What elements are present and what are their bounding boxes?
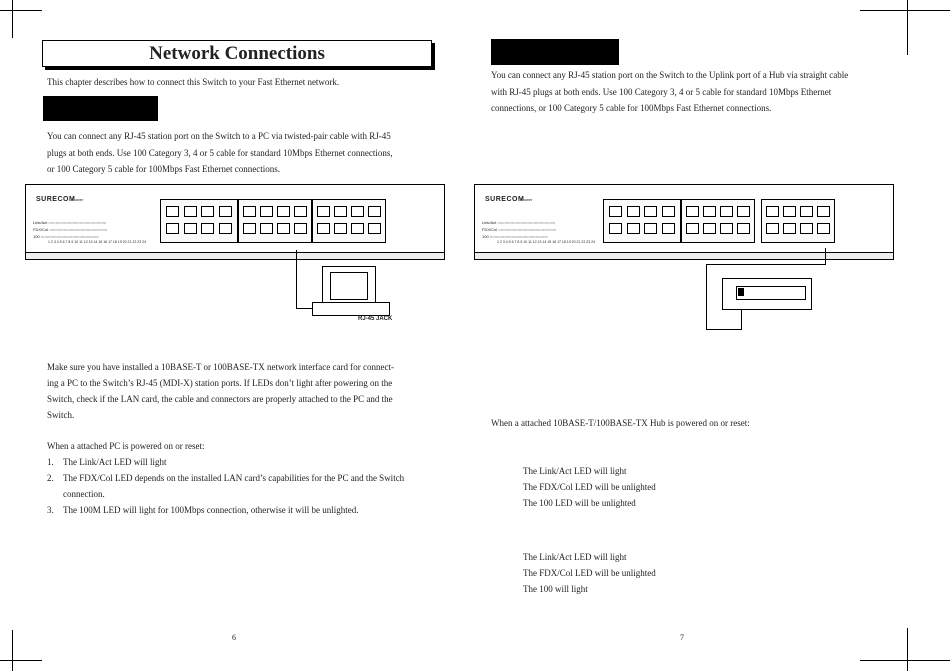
switch-base [475, 252, 893, 259]
led-row-100: 100 ○○○○○○○○○○○○○○○○○○○○○○○○ [482, 234, 548, 239]
rj45-port [334, 223, 347, 234]
port-numbers: 1 2 3 4 5 6 7 8 9 10 11 12 13 14 15 16 17 18 19 20 21 22 23 24 [48, 240, 147, 244]
port-group-2 [681, 199, 755, 243]
rj45-port [662, 206, 675, 217]
left-para2-line2: ing a PC to the Switch’s RJ-45 (MDI-X) station ports. If LEDs don’t light after powering on the [47, 378, 393, 388]
led-row-100: 100 ○○○○○○○○○○○○○○○○○○○○○○○○ [33, 234, 99, 239]
led-row-link: Link/Act ○○○○○○○○○○○○○○○○○○○○○○○○ [482, 220, 556, 225]
led-label-fdx: FDX/Col [33, 227, 49, 232]
list-num-3: 3. [47, 505, 54, 515]
list-item-3: The 100M LED will light for 100Mbps connection, otherwise it will be unlighted. [63, 505, 359, 515]
rj45-port [201, 223, 214, 234]
group1-line1: The Link/Act LED will light [523, 466, 627, 476]
rj45-port [277, 206, 290, 217]
rj45-port [766, 223, 779, 234]
rj45-port [184, 223, 197, 234]
rj45-port [294, 206, 307, 217]
crop-mark [0, 660, 42, 661]
rj45-port [609, 223, 622, 234]
led-row-link: Link/Act ○○○○○○○○○○○○○○○○○○○○○○○○ [33, 220, 107, 225]
lan-card [312, 302, 390, 316]
rj45-port [766, 206, 779, 217]
list-num-2: 2. [47, 473, 54, 483]
right-para1-line2: with RJ-45 plugs at both ends. Use 100 Category 3, 4 or 5 cable for standard 10Mbps Ethernet [491, 87, 832, 97]
switch-diagram [25, 184, 445, 260]
rj45-port [317, 206, 330, 217]
crop-mark [12, 630, 13, 671]
led-label-link: Link/Act [33, 220, 48, 225]
rj45-jack-label: RJ-45 JACK [358, 316, 393, 322]
cable-right-bottom [706, 329, 742, 330]
rj45-port [783, 206, 796, 217]
cable-right-top [706, 264, 826, 265]
hub-port-panel [736, 286, 806, 300]
page-number-right: 7 [680, 633, 684, 642]
rj45-port [219, 223, 232, 234]
rj45-port [334, 206, 347, 217]
crop-mark [907, 0, 908, 55]
led-label-100: 100 [482, 234, 489, 239]
list-num-1: 1. [47, 457, 54, 467]
group2-line2: The FDX/Col LED will be unlighted [523, 568, 656, 578]
switch-base [26, 252, 444, 259]
rj45-port [644, 206, 657, 217]
rj45-port [317, 223, 330, 234]
group1-line2: The FDX/Col LED will be unlighted [523, 482, 656, 492]
left-para2-line3: Switch, check if the LAN card, the cable and connectors are properly attached to the PC and the [47, 394, 393, 404]
rj45-port [277, 223, 290, 234]
rj45-port [609, 206, 622, 217]
rj45-port [294, 223, 307, 234]
led-label-100: 100 [33, 234, 40, 239]
power-label: Power [72, 197, 84, 202]
switch-diagram-right [474, 184, 894, 260]
port-group-2 [238, 199, 312, 243]
crop-mark [860, 10, 950, 11]
rj45-port [686, 223, 699, 234]
list-item-1: The Link/Act LED will light [63, 457, 167, 467]
rj45-port [351, 223, 364, 234]
rj45-port [368, 223, 381, 234]
power-label: Power [521, 197, 533, 202]
left-para1-line2: plugs at both ends. Use 100 Category 3, 4 or 5 cable for standard 10Mbps Ethernet connections, [47, 148, 393, 158]
powered-on-text: When a attached PC is powered on or reset: [47, 441, 205, 451]
led-row-fdx: FDX/Col ○○○○○○○○○○○○○○○○○○○○○○○○ [33, 227, 108, 232]
switch-brand: SURECOM [36, 196, 76, 203]
group2-line1: The Link/Act LED will light [523, 552, 627, 562]
led-label-fdx: FDX/Col [482, 227, 498, 232]
rj45-port [737, 206, 750, 217]
section-heading-bar [43, 96, 158, 121]
rj45-port [201, 206, 214, 217]
port-group-3 [761, 199, 835, 243]
rj45-port [662, 223, 675, 234]
left-para2-line1: Make sure you have installed a 10BASE-T or 100BASE-TX network interface card for connect- [47, 362, 394, 372]
hub-uplink-port [738, 288, 744, 296]
group1-line3: The 100 LED will be unlighted [523, 498, 636, 508]
rj45-port [184, 206, 197, 217]
page-title [42, 40, 432, 67]
right-para1-line3: connections, or 100 Category 5 cable for 100Mbps Fast Ethernet connections. [491, 103, 772, 113]
rj45-port [817, 206, 830, 217]
hub-powered-text: When a attached 10BASE-T/100BASE-TX Hub is powered on or reset: [491, 418, 750, 428]
port-group-3 [312, 199, 386, 243]
rj45-port [260, 206, 273, 217]
crop-mark [860, 660, 950, 661]
rj45-port [720, 223, 733, 234]
list-item-2-cont: connection. [63, 489, 105, 499]
list-item-2: The FDX/Col LED depends on the installed LAN card’s capabilities for the PC and the Switch [63, 473, 405, 483]
led-label-link: Link/Act [482, 220, 497, 225]
page-title-text: Network Connections [149, 43, 325, 64]
cable-right-left [706, 264, 707, 330]
rj45-port [783, 223, 796, 234]
rj45-port [800, 206, 813, 217]
rj45-port [703, 223, 716, 234]
rj45-port [260, 223, 273, 234]
rj45-port [737, 223, 750, 234]
cable-right-down [825, 248, 826, 265]
rj45-port [243, 223, 256, 234]
left-para1-line3: or 100 Category 5 cable for 100Mbps Fast Ethernet connections. [47, 164, 280, 174]
led-row-fdx: FDX/Col ○○○○○○○○○○○○○○○○○○○○○○○○ [482, 227, 557, 232]
rj45-port [368, 206, 381, 217]
rj45-port [351, 206, 364, 217]
crop-mark [907, 628, 908, 671]
port-group-1 [160, 199, 238, 243]
rj45-port [644, 223, 657, 234]
crop-mark [0, 10, 42, 11]
rj45-port [627, 206, 640, 217]
rj45-port [703, 206, 716, 217]
rj45-port [166, 223, 179, 234]
right-para1-line1: You can connect any RJ-45 station port on the Switch to the Uplink port of a Hub via straight cable [491, 70, 849, 80]
rj45-port [800, 223, 813, 234]
rj45-port [817, 223, 830, 234]
switch-brand: SURECOM [485, 196, 525, 203]
rj45-port [720, 206, 733, 217]
rj45-port [243, 206, 256, 217]
section-heading-bar-right [491, 39, 619, 65]
rj45-port [686, 206, 699, 217]
port-numbers: 1 2 3 4 5 6 7 8 9 10 11 12 13 14 15 16 17 18 19 20 21 22 23 24 [497, 240, 596, 244]
page-number-left: 6 [232, 633, 236, 642]
left-para2-line4: Switch. [47, 410, 75, 420]
crop-mark [12, 0, 13, 38]
group2-line3: The 100 will light [523, 584, 588, 594]
left-para1-line1: You can connect any RJ-45 station port on the Switch to a PC via twisted-pair cable with RJ-45 [47, 131, 391, 141]
intro-text: This chapter describes how to connect this Switch to your Fast Ethernet network. [47, 77, 340, 87]
rj45-port [166, 206, 179, 217]
cable-vertical [296, 250, 297, 308]
rj45-port [219, 206, 232, 217]
pc-screen [330, 272, 368, 300]
rj45-port [627, 223, 640, 234]
port-group-1 [603, 199, 681, 243]
